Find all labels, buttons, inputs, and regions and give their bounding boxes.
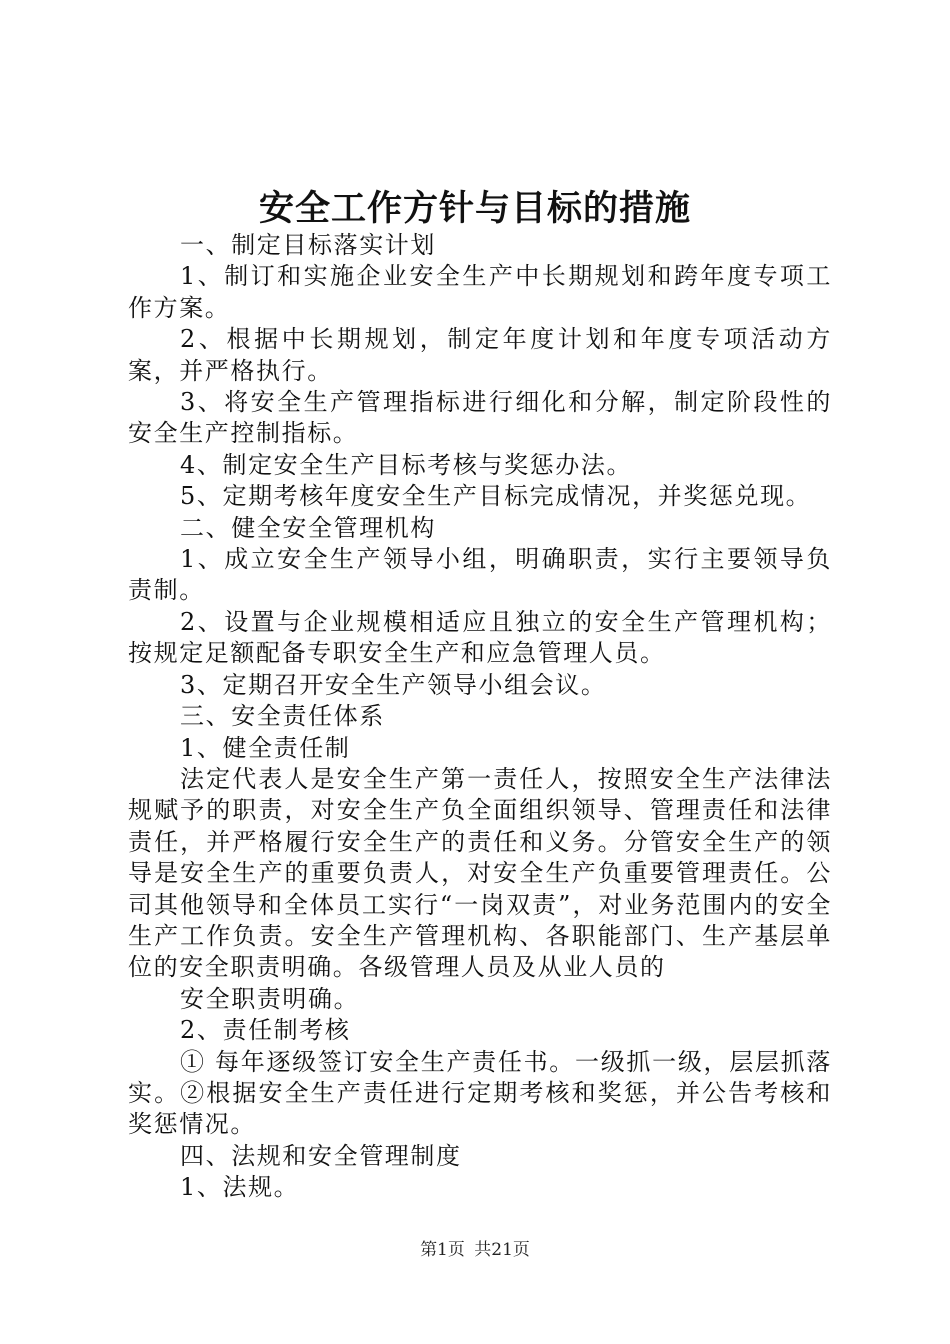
subsection-heading-3-2: 2、责任制考核 — [180, 1016, 351, 1045]
paragraph-1-1: 1、制订和实施企业安全生产中长期规划和跨年度专项工作方案。 — [128, 262, 832, 322]
paragraph-4-1: 1、法规。 — [180, 1173, 300, 1202]
paragraph-3-1-body: 法定代表人是安全生产第一责任人，按照安全生产法律法规赋予的职责，对安全生产负全面组织领导、管理责任和法律责任，并严格履行安全生产的责任和义务。分管安全生产的领导是安全生产的重要负责人，对安全生产负重要管理责任。公司其他领导和全体员工实行“一岗双责”，对业务范围内的安全生产工作负责。安全生产管理机构、各职能部门、生产基层单位的安全职责明确。各级管理人员及从业人员的 — [128, 764, 832, 982]
page-total: 共21页 — [474, 1240, 530, 1260]
paragraph-1-3: 3、将安全生产管理指标进行细化和分解，制定阶段性的安全生产控制指标。 — [128, 388, 832, 448]
subsection-heading-3-1: 1、健全责任制 — [180, 733, 351, 762]
paragraph-1-4: 4、制定安全生产目标考核与奖惩办法。 — [180, 450, 633, 479]
paragraph-1-2: 2、根据中长期规划，制定年度计划和年度专项活动方案，并严格执行。 — [128, 325, 832, 385]
page-number: 第1页 — [420, 1240, 465, 1260]
paragraph-3-2-body: ① 每年逐级签订安全生产责任书。一级抓一级，层层抓落实。②根据安全生产责任进行定期考核和奖惩，并公告考核和奖惩情况。 — [128, 1047, 832, 1139]
document-body — [128, 230, 832, 1204]
paragraph-2-1: 1、成立安全生产领导小组，明确职责，实行主要领导负责制。 — [128, 545, 832, 605]
section-heading-3: 三、安全责任体系 — [180, 702, 385, 731]
document-title: 安全工作方针与目标的措施 — [258, 188, 691, 229]
section-heading-2: 二、健全安全管理机构 — [180, 513, 436, 542]
paragraph-2-2: 2、设置与企业规模相适应且独立的安全生产管理机构；按规定足额配备专职安全生产和应急管理人员。 — [128, 607, 832, 668]
section-heading-1: 一、制定目标落实计划 — [180, 231, 436, 259]
section-heading-4: 四、法规和安全管理制度 — [180, 1141, 462, 1170]
paragraph-3-1-continuation: 安全职责明确。 — [180, 984, 360, 1013]
paragraph-1-5: 5、定期考核年度安全生产目标完成情况，并奖惩兑现。 — [180, 482, 812, 511]
page-footer — [0, 1238, 950, 1262]
paragraph-2-3: 3、定期召开安全生产领导小组会议。 — [180, 670, 607, 699]
